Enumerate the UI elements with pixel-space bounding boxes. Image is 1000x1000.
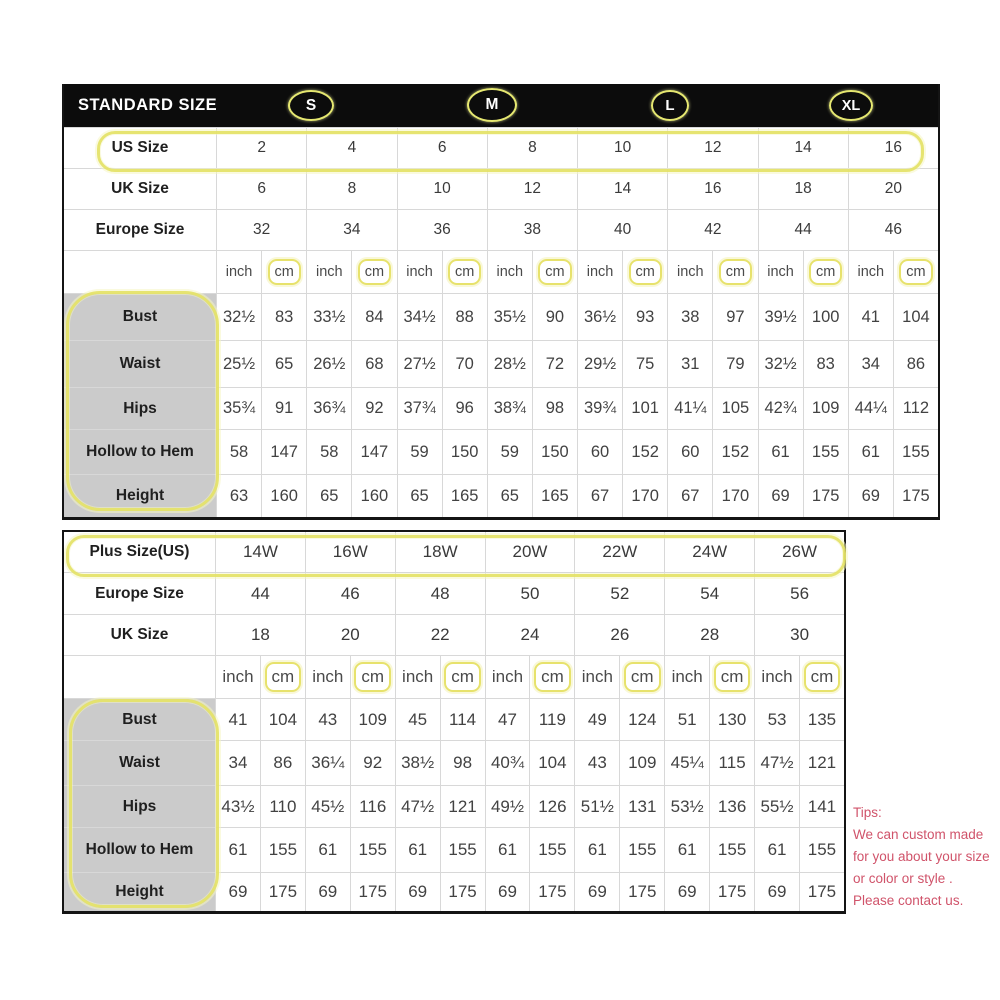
size-value-cell: 54: [665, 573, 755, 614]
measure-value-cell: 98: [441, 741, 486, 785]
measure-value-cell: 40¾: [486, 741, 531, 785]
unit-row: [64, 655, 844, 698]
size-value-cell: 20: [306, 615, 396, 655]
measure-table-row: [64, 429, 938, 474]
unit-cm-label: [441, 656, 486, 698]
measure-value-cell: 155: [620, 828, 665, 872]
unit-inch-label: inch: [849, 251, 894, 293]
cm-highlight-box: cm: [899, 259, 932, 285]
measure-value-cell: 39½: [759, 294, 804, 340]
measure-table-row: [64, 340, 938, 387]
measure-value-cell: 36½: [578, 294, 623, 340]
size-value-cell: 20: [884, 180, 902, 197]
measure-value-cell: 160: [352, 475, 397, 517]
measure-value-cell: 39¾: [578, 388, 623, 429]
size-value-cell: 46: [306, 573, 396, 614]
measure-value-cell: 124: [620, 699, 665, 740]
measure-value-cell: 49: [575, 699, 620, 740]
measure-value-cell: 38½: [396, 741, 441, 785]
measure-value-cell: 61: [575, 828, 620, 872]
row-label: UK Size: [64, 169, 217, 209]
cm-highlight-box: cm: [534, 662, 571, 691]
size-value-cell: 8: [307, 169, 397, 209]
measure-value-cell: 68: [352, 341, 397, 387]
size-value-cell: 48: [396, 573, 486, 614]
measure-table-row: [64, 387, 938, 429]
size-value-cell: 10: [398, 169, 488, 209]
size-value-cell: 2: [217, 128, 307, 168]
measure-value-cell: 155: [807, 840, 837, 859]
measure-value-cell: 35¾: [217, 388, 262, 429]
custom-tips-note: [853, 802, 1000, 912]
measure-value-cell: 130: [710, 699, 755, 740]
unit-inch-label: inch: [486, 656, 531, 698]
row-label: UK Size: [64, 615, 216, 655]
measure-value-cell: 131: [620, 786, 665, 827]
size-value-cell: 28: [665, 615, 755, 655]
unit-inch-label: inch: [488, 251, 533, 293]
cm-highlight-box: cm: [444, 662, 481, 691]
measure-value-cell: 36¾: [307, 388, 352, 429]
unit-cm-label: [533, 251, 578, 293]
measure-value-cell: 98: [533, 388, 578, 429]
measure-table-row: [64, 872, 844, 911]
measure-value-cell: 65: [398, 475, 443, 517]
measure-value-cell: 61: [306, 828, 351, 872]
measure-row-label: Bust: [64, 294, 217, 340]
measure-row-label: Bust: [64, 699, 216, 740]
size-table-row: [64, 209, 938, 250]
measure-value-cell: 41: [849, 294, 894, 340]
unit-cm-label: [894, 251, 938, 293]
measure-value-cell: 104: [902, 307, 930, 326]
size-value-cell: 34: [307, 210, 397, 250]
measure-value-cell: 83: [262, 294, 307, 340]
measure-value-cell: 45¼: [665, 741, 710, 785]
measure-row-label: Height: [64, 475, 217, 517]
measure-value-cell: 112: [902, 399, 930, 417]
measure-value-cell: 45½: [306, 786, 351, 827]
unit-cm-label: [530, 656, 575, 698]
measure-value-cell: 69: [849, 475, 894, 517]
cm-highlight-box: cm: [448, 259, 481, 285]
measure-value-cell: 170: [623, 475, 668, 517]
unit-inch-label: inch: [759, 251, 804, 293]
measure-value-cell: 155: [804, 430, 849, 474]
tips-line: We can custom made: [853, 827, 984, 842]
unit-cm-label: [261, 656, 306, 698]
cm-highlight-box: cm: [624, 662, 661, 691]
unit-inch-label: inch: [216, 656, 261, 698]
measure-value-cell: 51: [665, 699, 710, 740]
size-value-cell: 6: [398, 128, 488, 168]
measure-value-cell: 116: [351, 786, 396, 827]
measure-value-cell: 38: [668, 294, 713, 340]
size-value-cell: 14: [759, 128, 849, 168]
size-value-cell: 44: [216, 573, 306, 614]
cm-highlight-box: cm: [265, 662, 302, 691]
measure-value-cell: 58: [307, 430, 352, 474]
measure-value-cell: 63: [217, 475, 262, 517]
cm-highlight-box: cm: [809, 259, 842, 285]
size-value-cell: 18: [216, 615, 306, 655]
unit-cm-label: [443, 251, 488, 293]
measure-value-cell: 75: [623, 341, 668, 387]
measure-value-cell: 175: [807, 882, 837, 901]
measure-value-cell: 69: [216, 873, 261, 911]
measure-value-cell: 43½: [216, 786, 261, 827]
measure-value-cell: 33½: [307, 294, 352, 340]
unit-cm-label: [713, 251, 758, 293]
measure-value-cell: 175: [261, 873, 306, 911]
unit-inch-label: inch: [307, 251, 352, 293]
measure-value-cell: 88: [443, 294, 488, 340]
measure-row-label: Hips: [64, 786, 216, 827]
measure-value-cell: 104: [261, 699, 306, 740]
measure-value-cell: 150: [533, 430, 578, 474]
measure-value-cell: 84: [352, 294, 397, 340]
unit-row: [64, 250, 938, 293]
standard-size-title: STANDARD SIZE: [78, 96, 218, 114]
measure-value-cell: 83: [804, 341, 849, 387]
size-value-cell: 26: [575, 615, 665, 655]
size-badge-l: L: [651, 90, 689, 121]
cm-highlight-box: cm: [354, 662, 391, 691]
measure-value-cell: 51½: [575, 786, 620, 827]
measure-row-label: Waist: [64, 341, 217, 387]
measure-value-cell: 55½: [755, 786, 800, 827]
measure-value-cell: 109: [620, 741, 665, 785]
unit-inch-label: inch: [217, 251, 262, 293]
measure-value-cell: 121: [441, 786, 486, 827]
measure-value-cell: 155: [902, 442, 930, 461]
size-value-cell: 46: [884, 221, 902, 238]
unit-cm-label: [351, 656, 396, 698]
measure-table-row: [64, 293, 938, 340]
tips-line: for you about your size: [853, 849, 990, 864]
measure-value-cell: 69: [575, 873, 620, 911]
cm-highlight-box: cm: [629, 259, 662, 285]
size-badge-m: M: [467, 88, 517, 122]
measure-value-cell: 97: [713, 294, 758, 340]
measure-value-cell: 152: [713, 430, 758, 474]
size-table-row: [64, 614, 844, 655]
measure-value-cell: 59: [488, 430, 533, 474]
size-value-cell: 38: [488, 210, 578, 250]
measure-value-cell: 67: [668, 475, 713, 517]
measure-row-label: Height: [64, 873, 216, 911]
measure-value-cell: 155: [710, 828, 755, 872]
size-value-cell: 24: [486, 615, 576, 655]
measure-value-cell: 61: [486, 828, 531, 872]
measure-row-label: Hollow to Hem: [64, 828, 216, 872]
measure-value-cell: 101: [623, 388, 668, 429]
standard-size-header-bar: [64, 84, 938, 127]
measure-value-cell: 147: [262, 430, 307, 474]
measure-value-cell: 28½: [488, 341, 533, 387]
measure-value-cell: 105: [713, 388, 758, 429]
size-badge-xl: XL: [829, 90, 873, 121]
measure-value-cell: 61: [665, 828, 710, 872]
measure-value-cell: 155: [441, 828, 486, 872]
tips-line: Please contact us.: [853, 893, 964, 908]
measure-value-cell: 69: [755, 873, 800, 911]
unit-inch-label: inch: [665, 656, 710, 698]
measure-table-row: [64, 785, 844, 827]
measure-value-cell: 41¼: [668, 388, 713, 429]
measure-value-cell: 69: [759, 475, 804, 517]
measure-value-cell: 155: [351, 828, 396, 872]
measure-value-cell: 65: [307, 475, 352, 517]
size-value-cell: 14W: [216, 532, 306, 572]
size-value-cell: 16: [668, 169, 758, 209]
measure-value-cell: 45: [396, 699, 441, 740]
measure-value-cell: 155: [530, 828, 575, 872]
size-table-row: [64, 572, 844, 614]
measure-value-cell: 175: [530, 873, 575, 911]
measure-value-cell: 38¾: [488, 388, 533, 429]
measure-value-cell: 47: [486, 699, 531, 740]
measure-value-cell: 34½: [398, 294, 443, 340]
size-value-cell: 14: [578, 169, 668, 209]
measure-value-cell: 175: [351, 873, 396, 911]
size-value-cell: 44: [759, 210, 849, 250]
measure-row-label: Hollow to Hem: [64, 430, 217, 474]
measure-value-cell: 175: [441, 873, 486, 911]
row-label: US Size: [64, 128, 217, 168]
measure-value-cell: 69: [665, 873, 710, 911]
row-label: Plus Size(US): [64, 532, 216, 572]
measure-value-cell: 110: [261, 786, 306, 827]
cm-highlight-box: cm: [719, 259, 752, 285]
size-value-cell: 10: [578, 128, 668, 168]
size-value-cell: 20W: [486, 532, 576, 572]
size-badge-s: S: [288, 90, 334, 121]
size-table-row: [64, 532, 844, 572]
measure-value-cell: 42¾: [759, 388, 804, 429]
measure-value-cell: 175: [620, 873, 665, 911]
measure-value-cell: 72: [533, 341, 578, 387]
measure-value-cell: 41: [216, 699, 261, 740]
measure-table-row: [64, 474, 938, 517]
standard-size-table: [62, 84, 940, 520]
unit-cm-label: [620, 656, 665, 698]
unit-cm-label: [262, 251, 307, 293]
cm-highlight-box: cm: [358, 259, 391, 285]
measure-value-cell: 155: [261, 828, 306, 872]
unit-cm-label: [804, 251, 849, 293]
unit-cm-label: [623, 251, 668, 293]
measure-row-label: Waist: [64, 741, 216, 785]
measure-value-cell: 35½: [488, 294, 533, 340]
unit-inch-label: inch: [575, 656, 620, 698]
size-table-row: [64, 168, 938, 209]
measure-value-cell: 119: [530, 699, 575, 740]
measure-value-cell: 60: [668, 430, 713, 474]
measure-value-cell: 53: [755, 699, 800, 740]
measure-value-cell: 43: [575, 741, 620, 785]
measure-value-cell: 32½: [217, 294, 262, 340]
size-value-cell: 22W: [575, 532, 665, 572]
size-value-cell: 16W: [306, 532, 396, 572]
measure-value-cell: 49½: [486, 786, 531, 827]
measure-value-cell: 32½: [759, 341, 804, 387]
unit-inch-label: inch: [578, 251, 623, 293]
measure-value-cell: 25½: [217, 341, 262, 387]
size-value-cell: 42: [668, 210, 758, 250]
measure-value-cell: 36¼: [306, 741, 351, 785]
measure-value-cell: 121: [807, 753, 837, 772]
measure-value-cell: 70: [443, 341, 488, 387]
size-value-cell: 6: [217, 169, 307, 209]
measure-value-cell: 29½: [578, 341, 623, 387]
empty-label-cell: [64, 251, 217, 293]
measure-value-cell: 109: [351, 699, 396, 740]
measure-value-cell: 136: [710, 786, 755, 827]
measure-value-cell: 26½: [307, 341, 352, 387]
standard-size-rows: [64, 127, 938, 517]
measure-value-cell: 165: [443, 475, 488, 517]
measure-value-cell: 114: [441, 699, 486, 740]
size-value-cell: 4: [307, 128, 397, 168]
measure-value-cell: 150: [443, 430, 488, 474]
measure-table-row: [64, 740, 844, 785]
measure-value-cell: 160: [262, 475, 307, 517]
measure-value-cell: 86: [261, 741, 306, 785]
unit-inch-label: inch: [398, 251, 443, 293]
unit-cm-label: [710, 656, 755, 698]
measure-value-cell: 175: [902, 486, 930, 505]
measure-value-cell: 104: [530, 741, 575, 785]
measure-value-cell: 79: [713, 341, 758, 387]
measure-value-cell: 86: [906, 354, 926, 373]
measure-value-cell: 53½: [665, 786, 710, 827]
measure-value-cell: 69: [306, 873, 351, 911]
size-value-cell: 52: [575, 573, 665, 614]
unit-inch-label: inch: [396, 656, 441, 698]
plus-size-rows: [64, 532, 844, 911]
measure-value-cell: 115: [710, 741, 755, 785]
size-value-cell: 22: [396, 615, 486, 655]
size-value-cell: 36: [398, 210, 488, 250]
size-value-cell: 16: [884, 139, 902, 156]
unit-cm-label: [352, 251, 397, 293]
measure-value-cell: 96: [443, 388, 488, 429]
size-value-cell: 8: [488, 128, 578, 168]
tips-title: Tips:: [853, 805, 882, 820]
cm-highlight-box: cm: [714, 662, 751, 691]
measure-value-cell: 91: [262, 388, 307, 429]
size-value-cell: 12: [488, 169, 578, 209]
cm-highlight-box: cm: [804, 662, 841, 691]
measure-value-cell: 61: [759, 430, 804, 474]
measure-value-cell: 43: [306, 699, 351, 740]
unit-inch-label: inch: [306, 656, 351, 698]
size-value-cell: 26W: [782, 542, 818, 561]
measure-value-cell: 61: [396, 828, 441, 872]
measure-value-cell: 69: [486, 873, 531, 911]
size-value-cell: 40: [578, 210, 668, 250]
measure-value-cell: 109: [804, 388, 849, 429]
measure-value-cell: 141: [807, 796, 837, 816]
measure-table-row: [64, 827, 844, 872]
measure-value-cell: 135: [807, 709, 837, 729]
size-value-cell: 18W: [396, 532, 486, 572]
measure-value-cell: 61: [849, 430, 894, 474]
size-value-cell: 32: [217, 210, 307, 250]
measure-value-cell: 170: [713, 475, 758, 517]
measure-value-cell: 37¾: [398, 388, 443, 429]
cm-highlight-box: cm: [538, 259, 571, 285]
measure-value-cell: 44¼: [849, 388, 894, 429]
measure-value-cell: 165: [533, 475, 578, 517]
measure-value-cell: 58: [217, 430, 262, 474]
measure-value-cell: 47½: [755, 741, 800, 785]
measure-value-cell: 47½: [396, 786, 441, 827]
measure-value-cell: 61: [755, 828, 800, 872]
measure-row-label: Hips: [64, 388, 217, 429]
size-value-cell: 12: [668, 128, 758, 168]
measure-value-cell: 92: [352, 388, 397, 429]
measure-value-cell: 61: [216, 828, 261, 872]
row-label: Europe Size: [64, 573, 216, 614]
measure-value-cell: 65: [262, 341, 307, 387]
measure-value-cell: 59: [398, 430, 443, 474]
measure-value-cell: 147: [352, 430, 397, 474]
tips-line: or color or style .: [853, 871, 953, 886]
measure-value-cell: 27½: [398, 341, 443, 387]
measure-value-cell: 31: [668, 341, 713, 387]
size-value-cell: 56: [790, 583, 810, 603]
unit-inch-label: inch: [668, 251, 713, 293]
empty-label-cell: [64, 656, 216, 698]
plus-size-table: [62, 530, 846, 914]
size-value-cell: 24W: [665, 532, 755, 572]
measure-value-cell: 60: [578, 430, 623, 474]
measure-table-row: [64, 698, 844, 740]
size-table-row: [64, 127, 938, 168]
unit-inch-label: inch: [755, 656, 800, 698]
size-value-cell: 50: [486, 573, 576, 614]
measure-value-cell: 92: [351, 741, 396, 785]
measure-value-cell: 152: [623, 430, 668, 474]
measure-value-cell: 126: [530, 786, 575, 827]
measure-value-cell: 34: [849, 341, 894, 387]
measure-value-cell: 67: [578, 475, 623, 517]
row-label: Europe Size: [64, 210, 217, 250]
measure-value-cell: 65: [488, 475, 533, 517]
measure-value-cell: 69: [396, 873, 441, 911]
measure-value-cell: 34: [216, 741, 261, 785]
measure-value-cell: 175: [710, 873, 755, 911]
size-value-cell: 18: [759, 169, 849, 209]
measure-value-cell: 93: [623, 294, 668, 340]
unit-cm-label: [800, 656, 844, 698]
measure-value-cell: 175: [804, 475, 849, 517]
size-value-cell: 30: [790, 625, 810, 644]
cm-highlight-box: cm: [268, 259, 301, 285]
measure-value-cell: 90: [533, 294, 578, 340]
measure-value-cell: 100: [804, 294, 849, 340]
